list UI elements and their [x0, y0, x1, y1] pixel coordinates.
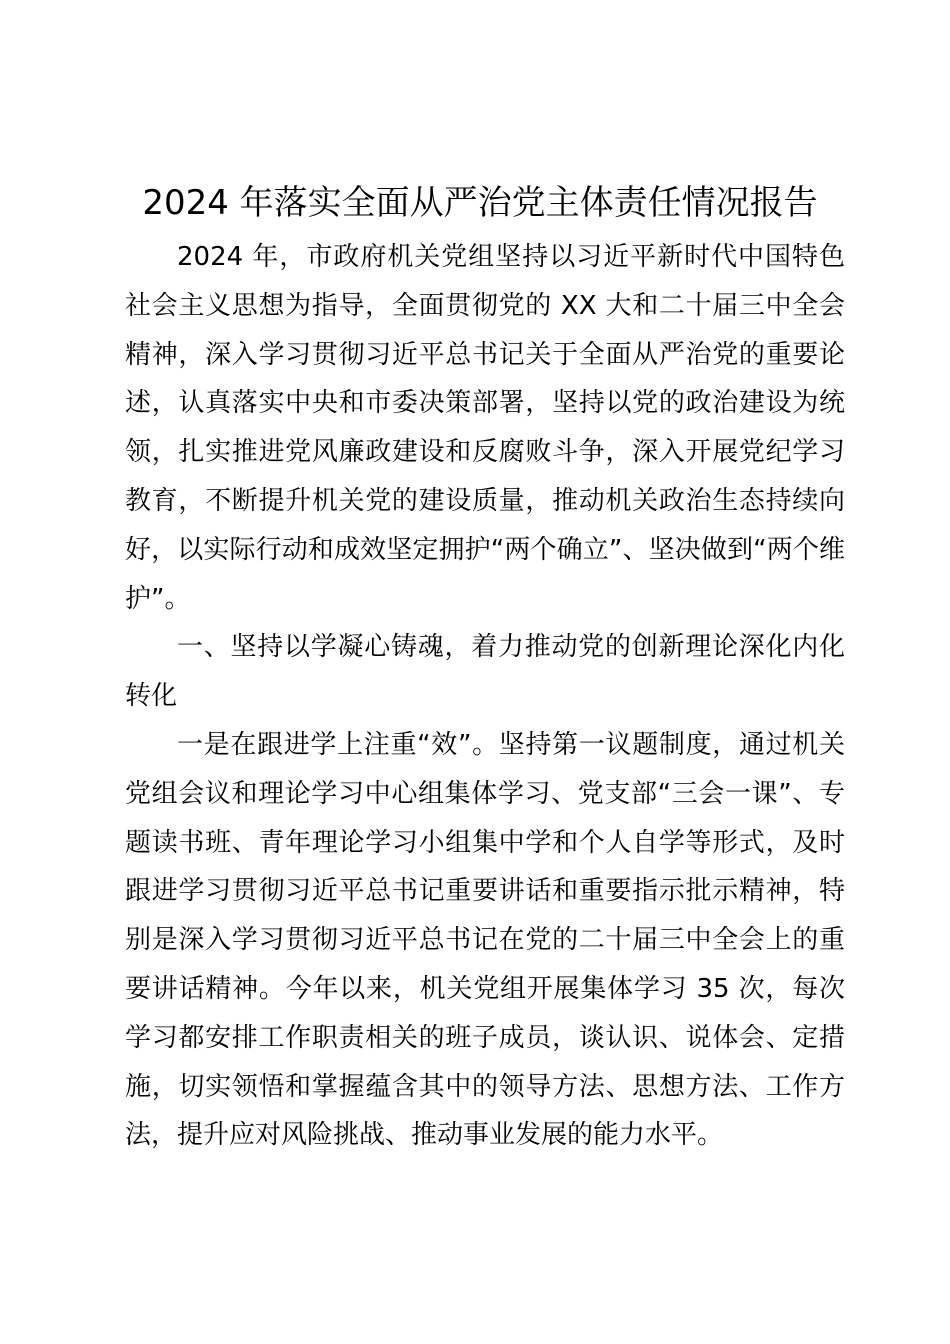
- document-body: [125, 233, 845, 1160]
- intro-paragraph: 2024 年，市政府机关党组坚持以习近平新时代中国特色社会主义思想为指导，全面贯彻党的 XX 大和二十届三中全会精神，深入学习贯彻习近平总书记关于全面从严治党的重要论述，认真落实中央和市委决策部署，坚持以党的政治建设为统领，扎实推进党风廉政建设和反腐败斗争，深入开展党纪学习教育，不断提升机关党的建设质量，推动机关政治生态持续向好，以实际行动和成效坚定拥护“两个确立”、坚决做到“两个维护”。: [125, 242, 845, 614]
- section-heading: 一、坚持以学凝心铸魂，着力推动党的创新理论深化内化转化: [125, 632, 845, 712]
- document-title: 2024 年落实全面从严治党主体责任情况报告: [142, 183, 818, 223]
- section-paragraph: 一是在跟进学上注重“效”。坚持第一议题制度，通过机关党组会议和理论学习中心组集体学习、党支部“三会一课”、专题读书班、青年理论学习小组集中学和个人自学等形式，及时跟进学习贯彻习近平总书记重要讲话和重要指示批示精神，特别是深入学习贯彻习近平总书记在党的二十届三中全会上的重要讲话精神。今年以来，机关党组开展集体学习 35 次，每次学习都安排工作职责相关的班子成员，谈认识、说体会、定措施，切实领悟和掌握蕴含其中的领导方法、思想方法、工作方法，提升应对风险挑战、推动事业发展的能力水平。: [125, 729, 845, 1151]
